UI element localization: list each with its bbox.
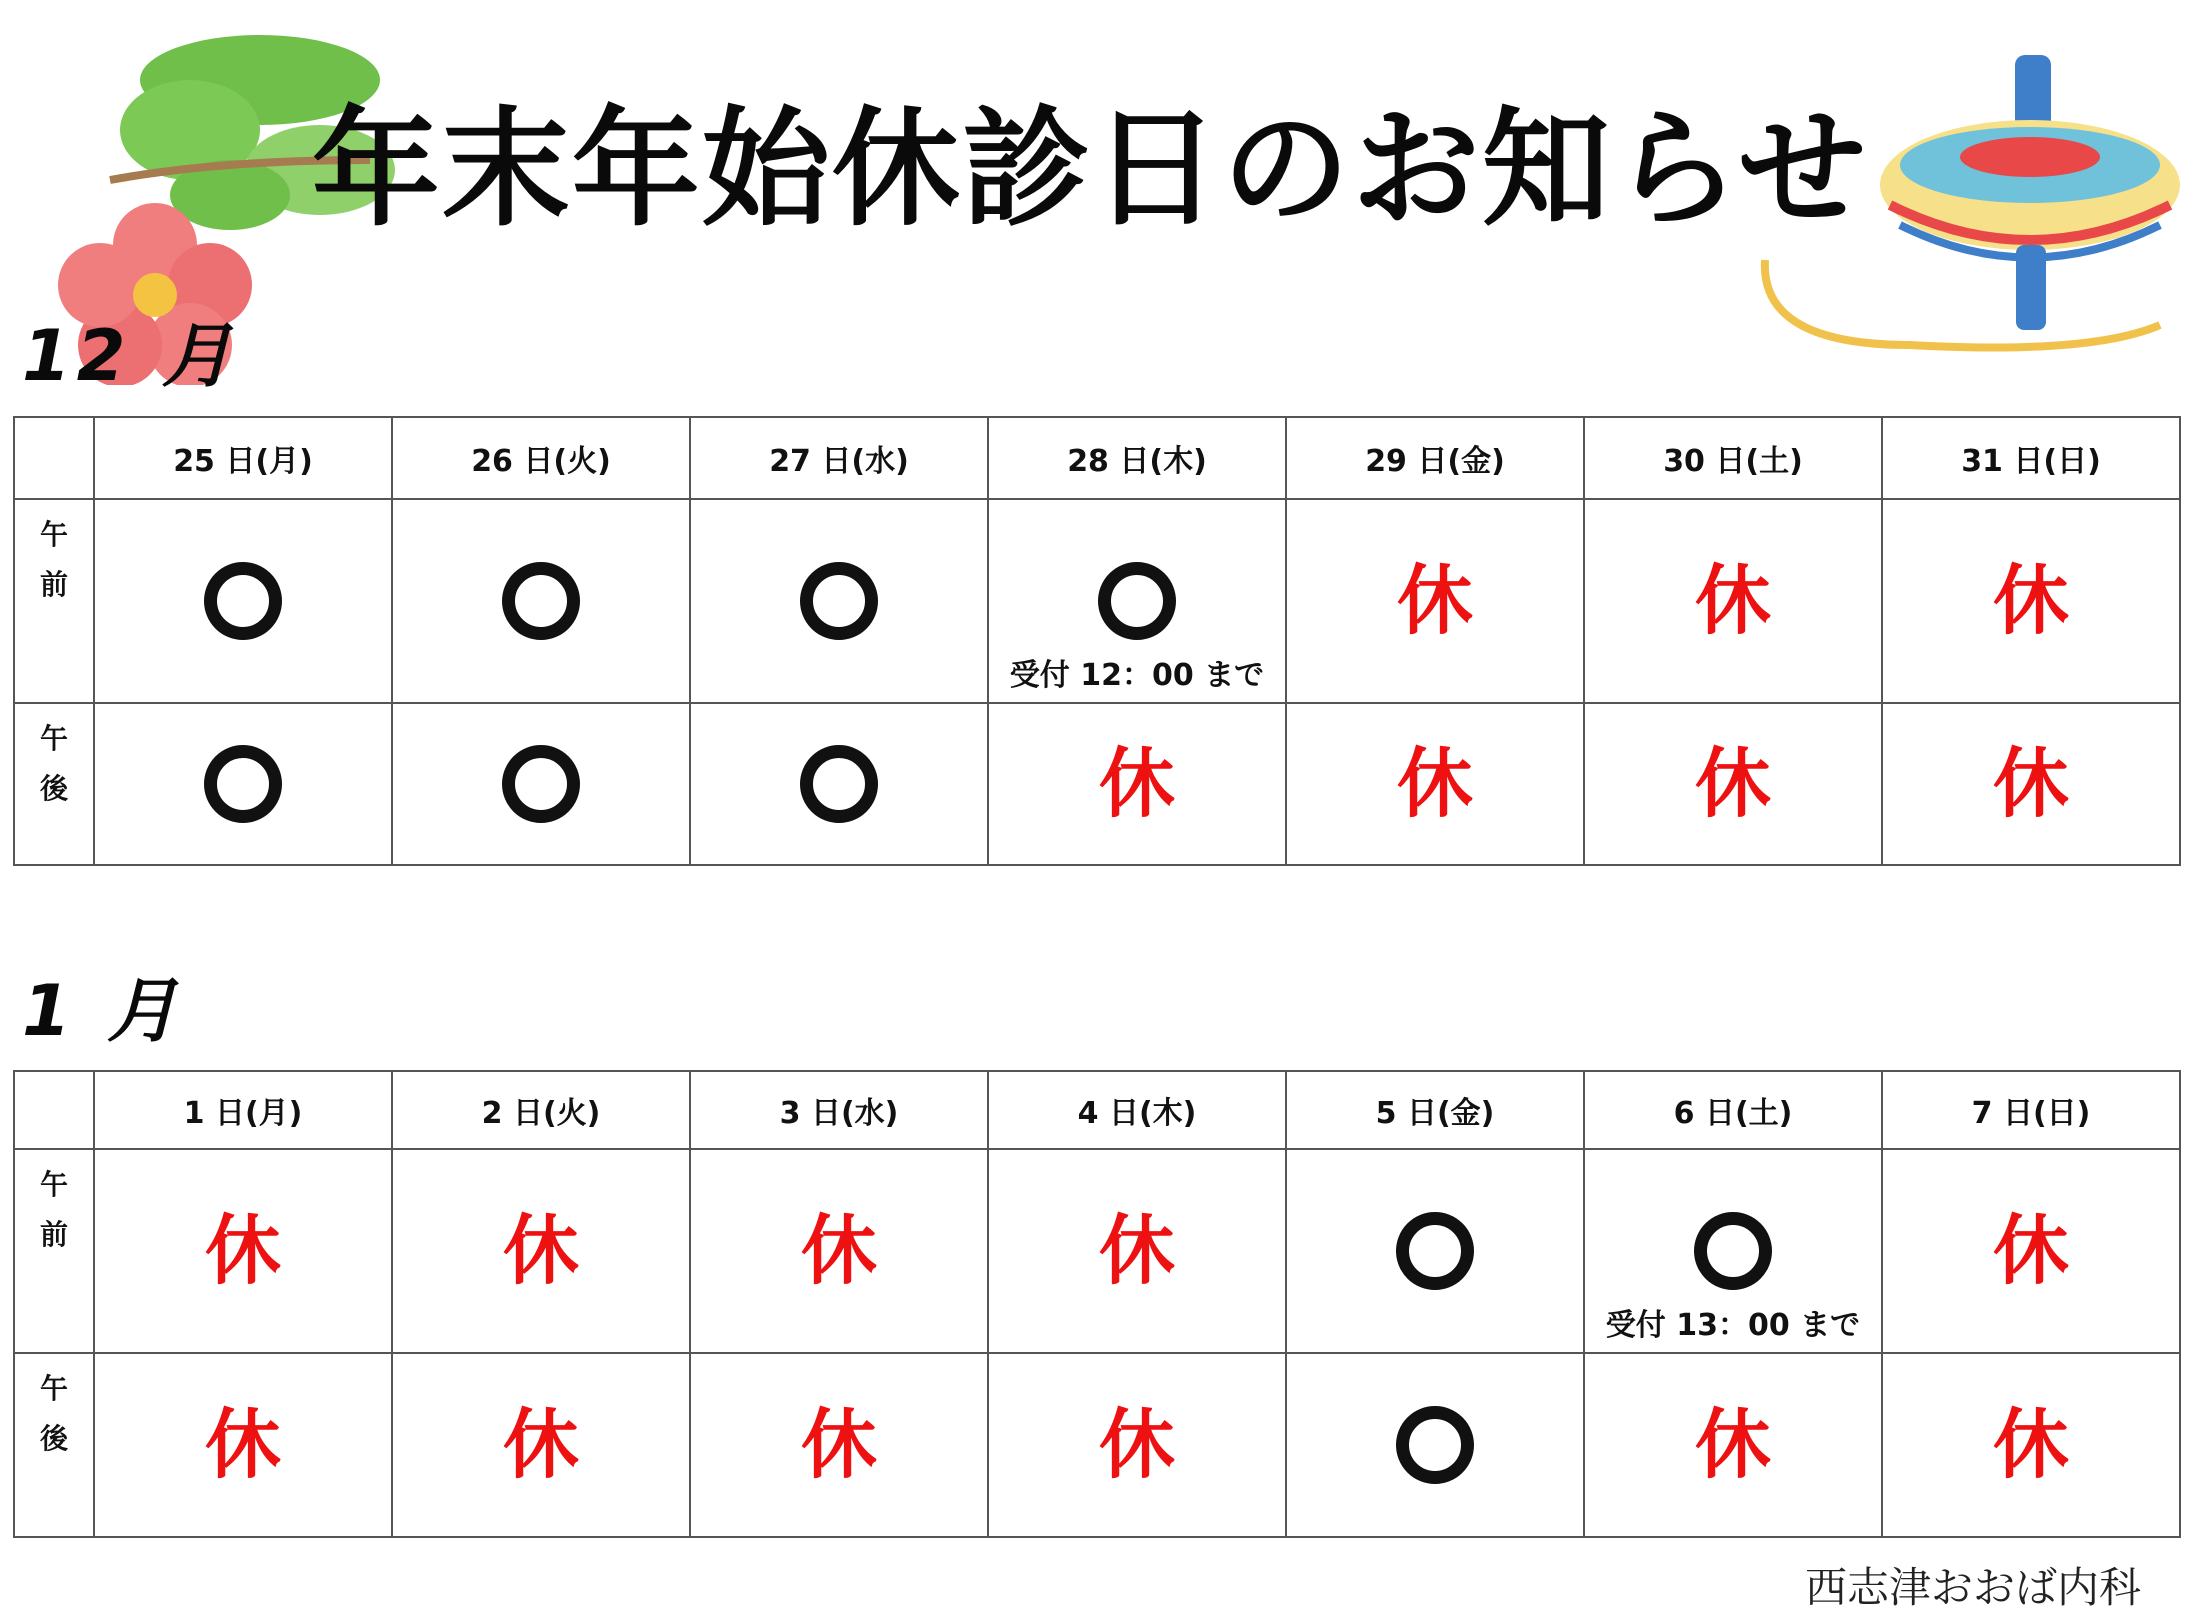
schedule-cell [1584, 1353, 1882, 1537]
month-label-december: 12 月 [22, 315, 238, 397]
schedule-cell [392, 1149, 690, 1353]
am-label: 午 前 [14, 499, 94, 703]
schedule-cell [1882, 1149, 2180, 1353]
schedule-cell [988, 1353, 1286, 1537]
status-mark: 休 [205, 1206, 281, 1295]
schedule-cell [988, 1149, 1286, 1353]
schedule-cell [94, 499, 392, 703]
schedule-cell [1584, 499, 1882, 703]
status-mark: 休 [1993, 556, 2069, 645]
status-mark [204, 562, 282, 640]
day-header: 30 日(土) [1584, 417, 1882, 499]
schedule-cell [1286, 703, 1584, 865]
status-mark: 休 [205, 1400, 281, 1489]
status-mark [800, 745, 878, 823]
status-mark: 休 [1695, 739, 1771, 828]
reception-note: 受付 12：00 まで [1009, 658, 1265, 693]
schedule-cell [988, 703, 1286, 865]
status-mark: 休 [801, 1400, 877, 1489]
month-label-january: 1 月 [22, 970, 184, 1052]
status-mark: 休 [503, 1206, 579, 1295]
status-mark: 休 [503, 1400, 579, 1489]
status-mark [502, 562, 580, 640]
status-mark: 休 [1397, 556, 1473, 645]
schedule-cell [1286, 1149, 1584, 1353]
schedule-cell [392, 499, 690, 703]
day-header: 3 日(水) [690, 1071, 988, 1149]
status-mark: 休 [1099, 1400, 1175, 1489]
status-mark: 休 [1099, 1206, 1175, 1295]
schedule-cell [988, 499, 1286, 703]
status-mark [1694, 1212, 1772, 1290]
january-schedule-table [13, 1070, 2181, 1538]
status-mark [502, 745, 580, 823]
status-mark: 休 [1993, 1206, 2069, 1295]
status-mark [1396, 1212, 1474, 1290]
status-mark: 休 [1695, 556, 1771, 645]
schedule-cell [1882, 1353, 2180, 1537]
schedule-cell [690, 499, 988, 703]
status-mark: 休 [801, 1206, 877, 1295]
day-header: 31 日(日) [1882, 417, 2180, 499]
day-header: 2 日(火) [392, 1071, 690, 1149]
day-header: 1 日(月) [94, 1071, 392, 1149]
schedule-cell [94, 1149, 392, 1353]
december-schedule-table [13, 416, 2181, 866]
page-title: 年末年始休診日のお知らせ [311, 95, 1869, 244]
pm-label: 午 後 [14, 1353, 94, 1537]
day-header: 5 日(金) [1286, 1071, 1584, 1149]
reception-note: 受付 13：00 まで [1605, 1308, 1861, 1343]
am-label: 午 前 [14, 1149, 94, 1353]
corner-cell [14, 1071, 94, 1149]
schedule-cell [392, 703, 690, 865]
schedule-cell [94, 703, 392, 865]
pm-label: 午 後 [14, 703, 94, 865]
schedule-cell [690, 703, 988, 865]
schedule-cell [392, 1353, 690, 1537]
clinic-name: 西志津おおば内科 [1804, 1563, 2141, 1612]
status-mark: 休 [1993, 1400, 2069, 1489]
day-header: 25 日(月) [94, 417, 392, 499]
day-header: 26 日(火) [392, 417, 690, 499]
status-mark: 休 [1397, 739, 1473, 828]
status-mark: 休 [1099, 739, 1175, 828]
status-mark [1098, 562, 1176, 640]
schedule-cell [690, 1353, 988, 1537]
day-header: 28 日(木) [988, 417, 1286, 499]
status-mark [204, 745, 282, 823]
schedule-cell [1286, 499, 1584, 703]
schedule-cell [1882, 703, 2180, 865]
schedule-cell [690, 1149, 988, 1353]
schedule-cell [94, 1353, 392, 1537]
status-mark [800, 562, 878, 640]
schedule-cell [1584, 703, 1882, 865]
day-header: 27 日(水) [690, 417, 988, 499]
schedule-cell [1584, 1149, 1882, 1353]
status-mark: 休 [1695, 1400, 1771, 1489]
schedule-cell [1882, 499, 2180, 703]
status-mark [1396, 1406, 1474, 1484]
day-header: 6 日(土) [1584, 1071, 1882, 1149]
status-mark: 休 [1993, 739, 2069, 828]
corner-cell [14, 417, 94, 499]
day-header: 29 日(金) [1286, 417, 1584, 499]
day-header: 7 日(日) [1882, 1071, 2180, 1149]
schedule-cell [1286, 1353, 1584, 1537]
day-header: 4 日(木) [988, 1071, 1286, 1149]
